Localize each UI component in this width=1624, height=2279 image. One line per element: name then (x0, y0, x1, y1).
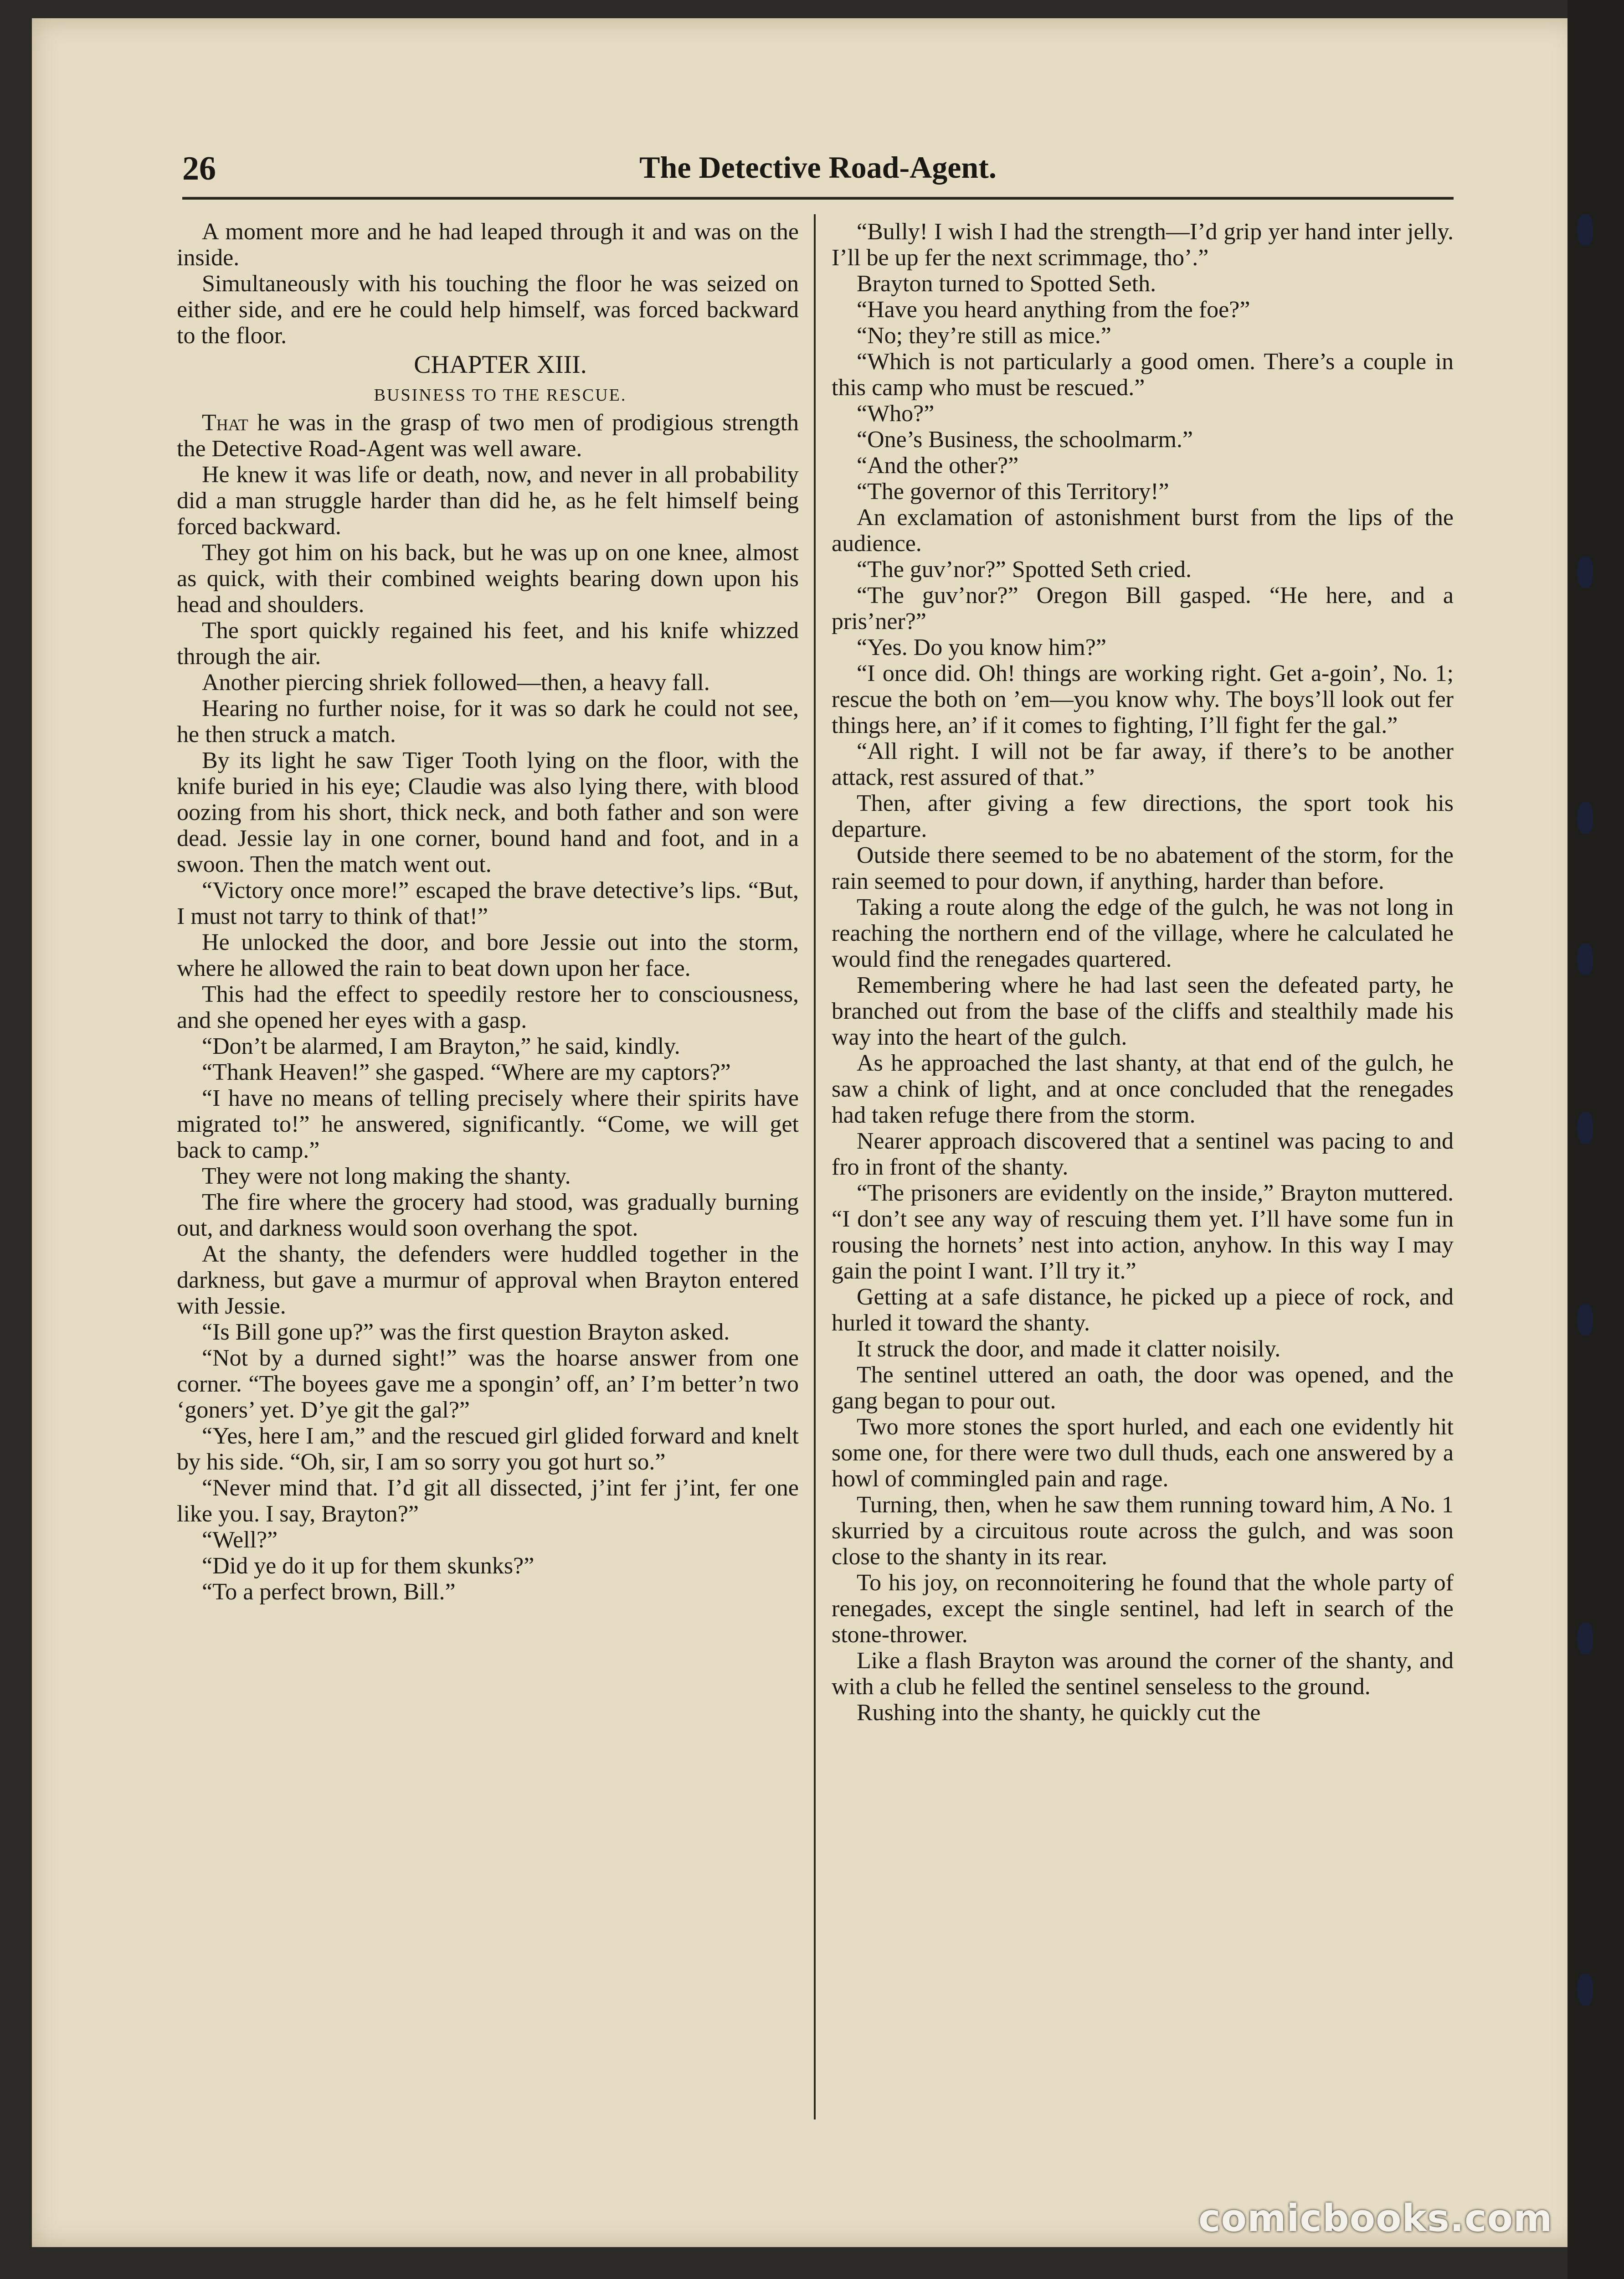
paragraph: Simultaneously with his touching the floor he was seized on either side, and ere he could help himself, was forced backward to the floor. (177, 271, 799, 349)
paragraph: He unlocked the door, and bore Jessie out into the storm, where he allowed the rain to beat down upon her face. (177, 929, 799, 981)
paragraph: To his joy, on reconnoitering he found that the whole party of renegades, except the single sentinel, had left in search of the stone-thrower. (832, 1570, 1454, 1648)
staple-hole (1578, 1623, 1593, 1655)
paragraph: “One’s Business, the schoolmarm.” (857, 427, 1193, 453)
header-rule (182, 197, 1454, 200)
page-header (182, 145, 1454, 200)
binding-holes (1567, 0, 1624, 2279)
paragraph: “Yes. Do you know him?” (857, 634, 1106, 660)
watermark: comicbooks.com (1198, 2197, 1553, 2240)
paragraph: Hearing no further noise, for it was so dark he could not see, he then struck a match. (177, 696, 799, 748)
paragraph: At the shanty, the defenders were huddled together in the darkness, but gave a murmur of approval when Brayton entered with Jessie. (177, 1241, 799, 1319)
staple-hole (1578, 944, 1593, 975)
paragraph: They were not long making the shanty. (202, 1163, 571, 1189)
paragraph: The fire where the grocery had stood, was gradually burning out, and darkness would soon overhang the spot. (177, 1189, 799, 1241)
paragraph: “I have no means of telling precisely where their spirits have migrated to!” he answered, significantly. “Come, we will get back to camp.” (177, 1085, 799, 1163)
paragraph: “Don’t be alarmed, I am Brayton,” he said, kindly. (202, 1033, 680, 1059)
right-column (832, 219, 1454, 1726)
paragraph: “Thank Heaven!” she gasped. “Where are my captors?” (202, 1059, 731, 1085)
staple-hole (1578, 556, 1593, 588)
chapter-title: CHAPTER XIII. (414, 351, 587, 379)
paragraph: The sport quickly regained his feet, and his knife whizzed through the air. (177, 618, 799, 670)
page-number: 26 (182, 150, 216, 187)
paragraph-text: he was in the grasp of two men of prodigious strength the Detective Road-Agent was well aware. (177, 410, 799, 462)
paragraph: Two more stones the sport hurled, and each one evidently hit some one, for there were two dull thuds, each one answered by a howl of commingled pain and rage. (832, 1414, 1454, 1492)
paragraph: Then, after giving a few directions, the sport took his departure. (832, 790, 1454, 842)
paragraph: Getting at a safe distance, he picked up a piece of rock, and hurled it toward the shanty. (832, 1284, 1454, 1336)
paragraph: “Is Bill gone up?” was the first question Brayton asked. (202, 1319, 730, 1345)
paragraph: “Bully! I wish I had the strength—I’d grip yer hand inter jelly. I’ll be up fer the next scrimmage, tho’.” (832, 219, 1454, 271)
paragraph: “And the other?” (857, 453, 1019, 479)
paragraph: “To a perfect brown, Bill.” (202, 1579, 456, 1605)
paragraph: As he approached the last shanty, at that end of the gulch, he saw a chink of light, and at once concluded that the renegades had taken refuge there from the storm. (832, 1050, 1454, 1128)
lead-word: That (202, 410, 248, 436)
paragraph: “Who?” (857, 401, 935, 427)
paragraph: Remembering where he had last seen the defeated party, he branched out from the base of the cliffs and stealthily made his way into the heart of the gulch. (832, 972, 1454, 1050)
paragraph: Turning, then, when he saw them running toward him, A No. 1 skurried by a circuitous route across the gulch, and was soon close to the shanty in its rear. (832, 1492, 1454, 1570)
paragraph: This had the effect to speedily restore her to consciousness, and she opened her eyes with a gasp. (177, 981, 799, 1033)
paragraph: It struck the door, and made it clatter noisily. (857, 1336, 1281, 1362)
paragraph: The sentinel uttered an oath, the door was opened, and the gang began to pour out. (832, 1362, 1454, 1414)
column-divider (814, 214, 816, 2119)
paragraph: Brayton turned to Spotted Seth. (857, 271, 1156, 297)
staple-hole (1578, 1304, 1593, 1335)
paragraph: “Which is not particularly a good omen. There’s a couple in this camp who must be rescued.” (832, 349, 1454, 401)
paragraph: An exclamation of astonishment burst from the lips of the audience. (832, 505, 1454, 557)
staple-hole (1578, 214, 1593, 246)
paragraph: “Well?” (202, 1527, 278, 1553)
paragraph: “No; they’re still as mice.” (857, 323, 1111, 349)
paragraph: A moment more and he had leaped through it and was on the inside. (177, 219, 799, 271)
paragraph: Taking a route along the edge of the gulch, he was not long in reaching the northern end of the village, where he calculated he would find the renegades quartered. (832, 894, 1454, 972)
staple-hole (1578, 1974, 1593, 2006)
paragraph: Nearer approach discovered that a sentinel was pacing to and fro in front of the shanty. (832, 1128, 1454, 1180)
running-title: The Detective Road-Agent. (639, 150, 997, 185)
paragraph (177, 410, 799, 462)
paragraph: “Never mind that. I’d git all dissected, j’int fer j’int, fer one like you. I say, Brayton?” (177, 1475, 799, 1527)
paragraph: Outside there seemed to be no abatement of the storm, for the rain seemed to pour down, if anything, harder than before. (832, 842, 1454, 894)
paragraph: “Yes, here I am,” and the rescued girl glided forward and knelt by his side. “Oh, sir, I am so sorry you got hurt so.” (177, 1423, 799, 1475)
paragraph: By its light he saw Tiger Tooth lying on the floor, with the knife buried in his eye; Claudie was also lying there, with blood oozing from his short, thick neck, and both father and son were dead. Jessie lay in one corner, bound hand and foot, and in a swoon. Then the match went out. (177, 748, 799, 877)
left-column (177, 219, 799, 1605)
paragraph: They got him on his back, but he was up on one knee, almost as quick, with their combined weights bearing down upon his head and shoulders. (177, 540, 799, 618)
paragraph: Like a flash Brayton was around the corner of the shanty, and with a club he felled the sentinel senseless to the ground. (832, 1648, 1454, 1700)
paragraph: “Not by a durned sight!” was the hoarse answer from one corner. “The boyees gave me a spongin’ off, an’ I’m better’n two ‘goners’ yet. D’ye git the gal?” (177, 1345, 799, 1423)
paragraph: “Victory once more!” escaped the brave detective’s lips. “But, I must not tarry to think of that!” (177, 877, 799, 929)
paragraph: “Have you heard anything from the foe?” (857, 297, 1250, 323)
paragraph: “I once did. Oh! things are working right. Get a-goin’, No. 1; rescue the both on ’em—you know why. The boys’ll look out fer things here, an’ if it comes to fighting, I’ll fight fer the gal.” (832, 660, 1454, 738)
staple-hole (1578, 802, 1593, 834)
paragraph: “The guv’nor?” Oregon Bill gasped. “He here, and a pris’ner?” (832, 583, 1454, 634)
paragraph: “The prisoners are evidently on the inside,” Brayton muttered. “I don’t see any way of rescuing them yet. I’ll have some fun in rousing the hornets’ nest into action, anyhow. In this way I may gain the point I want. I’ll try it.” (832, 1180, 1454, 1284)
paragraph: Another piercing shriek followed—then, a heavy fall. (202, 670, 710, 696)
chapter-subtitle: BUSINESS TO THE RESCUE. (374, 386, 627, 405)
paragraph: “Did ye do it up for them skunks?” (202, 1553, 534, 1579)
paragraph: “The governor of this Territory!” (857, 479, 1169, 505)
paragraph: Rushing into the shanty, he quickly cut the (857, 1700, 1261, 1726)
paragraph: “The guv’nor?” Spotted Seth cried. (857, 557, 1192, 583)
paragraph: “All right. I will not be far away, if there’s to be another attack, rest assured of that.” (832, 738, 1454, 790)
paragraph: He knew it was life or death, now, and never in all probability did a man struggle harder than did he, as he felt himself being forced backward. (177, 462, 799, 540)
staple-hole (1578, 1112, 1593, 1144)
